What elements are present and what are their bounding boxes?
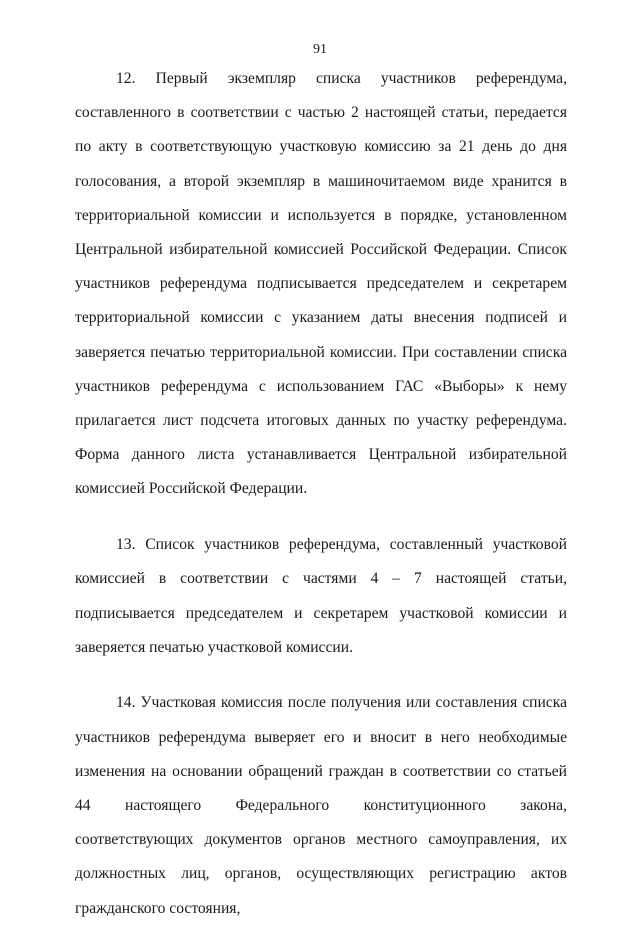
paragraph-12: 12. Первый экземпляр списка участников референдума, составленного в соответствии с частью 2 настоящей статьи, передается по акту в соответствующую участковую комиссию за 21 день до дня голосования, а второй экземпляр в машиночитаемом виде хранится в территориальной комиссии и используется в порядке, установленном Центральной избирательной комиссией Российской Федерации. Список участников референдума подписывается председателем и секретарем территориальной комиссии с указанием даты внесения подписей и заверяется печатью территориальной комиссии. При составлении списка участников референдума с использованием ГАС «Выборы» к нему прилагается лист подсчета итоговых данных по участку референдума. Форма данного листа устанавливается Центральной избирательной комиссией Российской Федерации. — [75, 70, 567, 498]
paragraph-13: 13. Список участников референдума, составленный участковой комиссией в соответствии с частями 4 – 7 настоящей статьи, подписывается председателем и секретарем участковой комиссии и заверяется печатью участковой комиссии. — [75, 536, 567, 656]
document-body — [75, 62, 567, 926]
page-number: 91 — [313, 42, 327, 57]
paragraph-14: 14. Участковая комиссия после получения или составления списка участников референдума выверяет его и вносит в него необходимые изменения на основании обращений граждан в соответствии со статьей 44 настоящего Федерального конституционного закона, соответствующих документов органов местного самоуправления, их должностных лиц, органов, осуществляющих регистрацию актов гражданского состояния, — [75, 694, 567, 917]
